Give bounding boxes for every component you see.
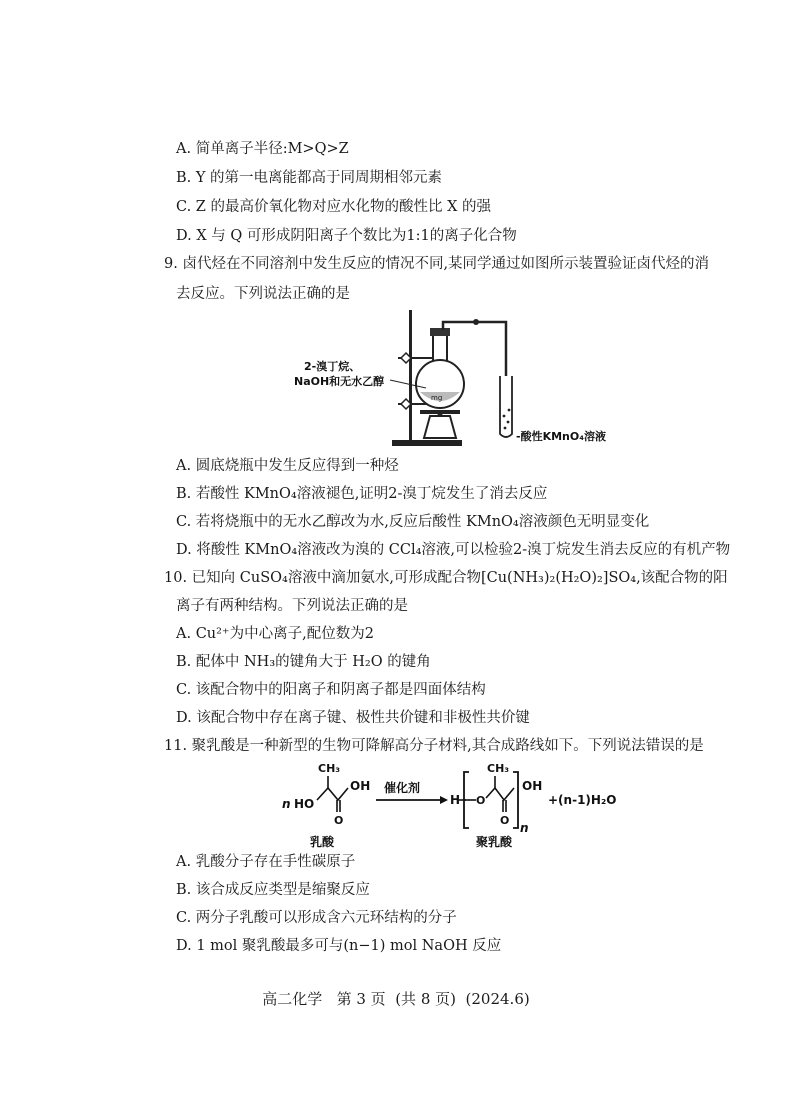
svg-text:mg: mg [431, 394, 443, 402]
q10-option-b: B. 配体中 NH₃的键角大于 H₂O 的键角 [176, 654, 431, 670]
stand-base [392, 440, 462, 446]
q10-option-d: D. 该配合物中存在离子键、极性共价键和非极性共价键 [176, 710, 530, 726]
ho-label: HO [294, 797, 315, 811]
q11-option-d: D. 1 mol 聚乳酸最多可与(n−1) mol NaOH 反应 [176, 938, 502, 954]
q10-stem-line2: 离子有两种结构。下列说法正确的是 [176, 598, 408, 614]
q11-option-c: C. 两分子乳酸可以形成含六元环结构的分子 [176, 910, 457, 926]
o-chain: O [476, 794, 486, 807]
q10-stem-line1: 10. 已知向 CuSO₄溶液中滴加氨水,可形成配合物[Cu(NH₃)₂(H₂O)₂]SO₄,该配合物的阳 [164, 570, 728, 586]
q9-option-b: B. 若酸性 KMnO₄溶液褪色,证明2-溴丁烷发生了消去反应 [176, 486, 548, 502]
q11-option-b: B. 该合成反应类型是缩聚反应 [176, 882, 370, 898]
q9-stem-line2: 去反应。下列说法正确的是 [176, 286, 350, 302]
q8-option-b: B. Y 的第一电离能都高于同周期相邻元素 [176, 170, 443, 186]
polymer-bonds [486, 788, 514, 800]
q10-option-a: A. Cu²⁺为中心离子,配位数为2 [176, 626, 374, 642]
q9-option-d: D. 将酸性 KMnO₄溶液改为溴的 CCl₄溶液,可以检验2-溴丁烷发生消去反应的有机产物 [176, 542, 731, 558]
bracket-right [513, 772, 518, 828]
ch3-left: CH₃ [318, 762, 341, 775]
oh-right: OH [522, 779, 543, 793]
q8-option-a: A. 简单离子半径:M>Q>Z [176, 141, 349, 157]
q11-option-a: A. 乳酸分子存在手性碳原子 [176, 854, 356, 870]
q8-option-c: C. Z 的最高价氧化物对应水化物的酸性比 X 的强 [176, 199, 492, 215]
q10-option-c: C. 该配合物中的阳离子和阴离子都是四面体结构 [176, 682, 486, 698]
reagent-label-1: 2-溴丁烷、 [304, 360, 361, 373]
n-coefficient: n [282, 797, 291, 811]
q8-option-d: D. X 与 Q 可形成阴阳离子个数比为1:1的离子化合物 [176, 228, 517, 244]
page-footer: 高二化学 第 3 页 (共 8 页) (2024.6) [262, 990, 530, 1008]
catalyst-label: 催化剂 [384, 781, 421, 795]
o-right: O [500, 814, 510, 827]
q9-option-c: C. 若将烧瓶中的无水乙醇改为水,反应后酸性 KMnO₄溶液颜色无明显变化 [176, 514, 650, 530]
h-end: H [450, 793, 461, 807]
oh-left: OH [350, 779, 371, 793]
water-byproduct: +(n-1)H₂O [548, 793, 617, 807]
n-subscript: n [520, 821, 529, 835]
alcohol-lamp [424, 416, 456, 438]
polylactic-acid-name: 聚乳酸 [476, 835, 513, 849]
lactic-acid-bonds [317, 788, 348, 800]
reagent-label-2: NaOH和无水乙醇 [294, 375, 385, 388]
q9-apparatus-figure [280, 306, 640, 452]
q9-option-a: A. 圆底烧瓶中发生反应得到一种烃 [176, 458, 399, 474]
ch3-right: CH₃ [487, 762, 510, 775]
lactic-acid-name: 乳酸 [310, 835, 335, 849]
o-left: O [334, 814, 344, 827]
stand-rod [409, 310, 412, 442]
q9-stem-line1: 9. 卤代烃在不同溶剂中发生反应的情况不同,某同学通过如图所示装置验证卤代烃的消 [164, 256, 710, 272]
q11-stem: 11. 聚乳酸是一种新型的生物可降解高分子材料,其合成路线如下。下列说法错误的是 [164, 738, 704, 754]
q11-reaction-scheme [270, 760, 650, 852]
tube-label: -酸性KMnO₄溶液 [516, 430, 607, 443]
